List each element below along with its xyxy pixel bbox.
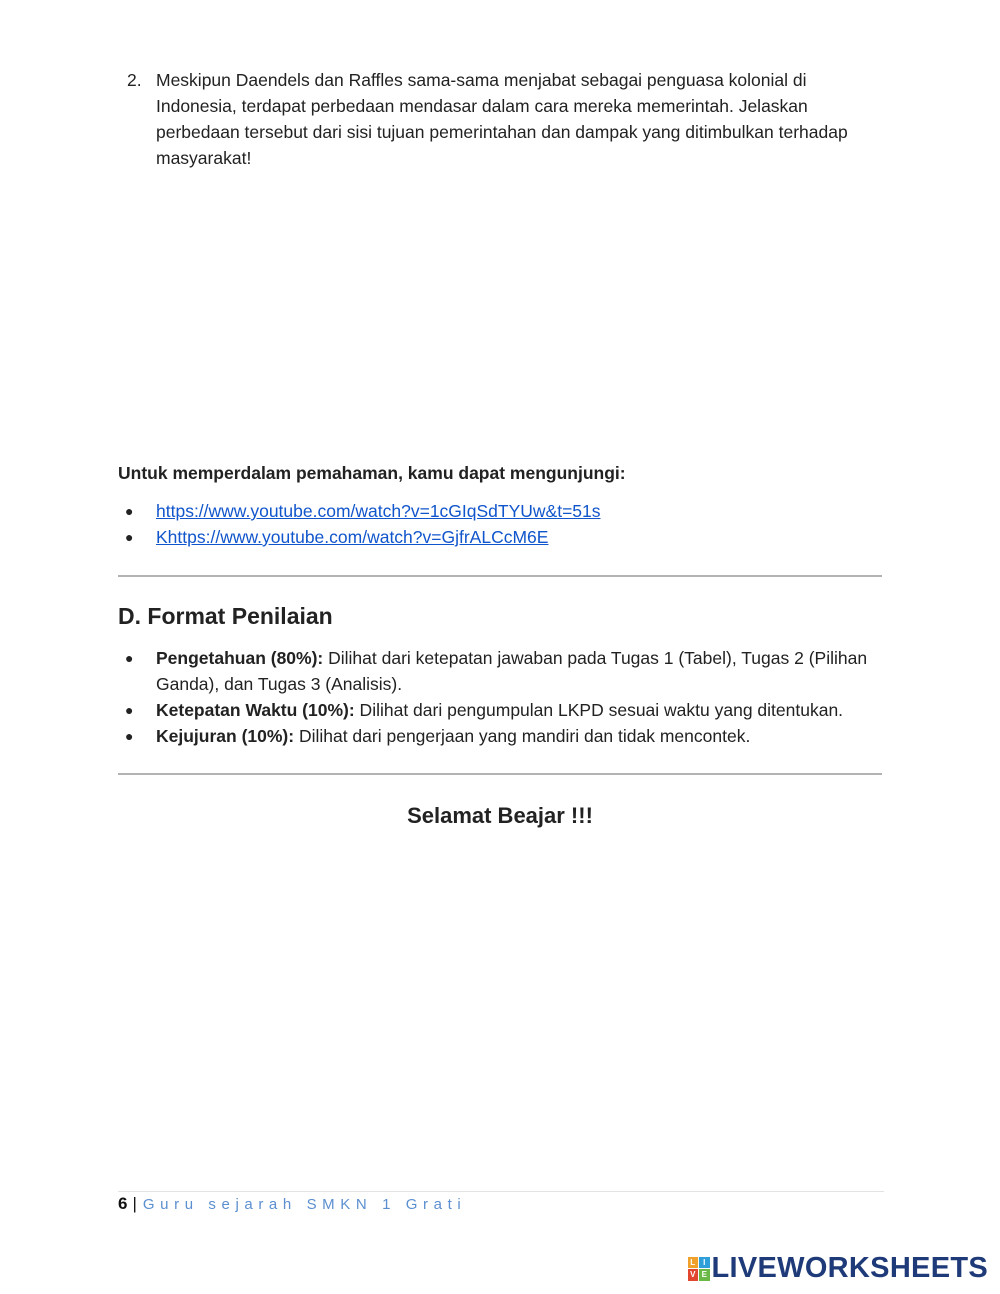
resource-link-1[interactable]: https://www.youtube.com/watch?v=1cGIqSdTYUw&t=51s xyxy=(156,501,601,521)
criterion-text: Dilihat dari pengumpulan LKPD sesuai waktu yang ditentukan. xyxy=(354,700,844,720)
logo-letter: V xyxy=(688,1269,699,1281)
section-divider xyxy=(118,575,882,577)
list-item xyxy=(118,498,601,524)
criterion-text: Dilihat dari ketepatan jawaban pada Tugas 1 (Tabel), Tugas 2 (Pilihan Ganda), dan Tugas 3 (Analisis). xyxy=(156,648,868,694)
question-number: 2. xyxy=(127,70,142,90)
page-footer xyxy=(118,1194,466,1214)
logo-letter: I xyxy=(699,1257,710,1269)
question-item xyxy=(118,67,878,171)
criterion-label: Kejujuran (10%): xyxy=(156,726,295,746)
assessment-criteria-list xyxy=(118,645,888,749)
page-number: 6 xyxy=(118,1194,128,1213)
footer-org: Guru sejarah SMKN 1 Grati xyxy=(142,1195,467,1213)
resources-heading: Untuk memperdalam pemahaman, kamu dapat mengunjungi: xyxy=(118,463,626,483)
list-item xyxy=(118,697,888,723)
resource-links-list xyxy=(118,498,601,550)
resource-link-2[interactable]: Khttps://www.youtube.com/watch?v=GjfrALCcM6E xyxy=(156,527,549,547)
brand-text: LIVEWORKSHEETS xyxy=(711,1252,988,1284)
section-divider xyxy=(118,773,882,775)
section-title: D. Format Penilaian xyxy=(118,603,333,629)
logo-letter: E xyxy=(699,1269,710,1281)
bullet-icon: ● xyxy=(125,650,134,666)
closing-message: Selamat Beajar !!! xyxy=(407,803,593,828)
liveworksheets-logo-icon xyxy=(688,1257,710,1281)
liveworksheets-brand xyxy=(688,1252,989,1285)
footer-divider xyxy=(118,1191,884,1192)
logo-letter: L xyxy=(688,1257,699,1269)
bullet-icon: ● xyxy=(125,503,134,519)
list-item xyxy=(118,723,888,749)
bullet-icon: ● xyxy=(125,728,134,744)
bullet-icon: ● xyxy=(125,529,134,545)
question-text: Meskipun Daendels dan Raffles sama-sama menjabat sebagai penguasa kolonial di Indonesia, terdapat perbedaan mendasar dalam cara mereka memerintah. Jelaskan perbedaan tersebut dari sisi tujuan pemerintahan dan dampak yang ditimbulkan terhadap masyarakat! xyxy=(156,70,848,168)
criterion-text: Dilihat dari pengerjaan yang mandiri dan tidak mencontek. xyxy=(294,726,751,746)
list-item xyxy=(118,645,888,697)
bullet-icon: ● xyxy=(125,702,134,718)
footer-separator: | xyxy=(132,1194,137,1213)
list-item xyxy=(118,524,601,550)
criterion-label: Ketepatan Waktu (10%): xyxy=(156,700,355,720)
criterion-label: Pengetahuan (80%): xyxy=(156,648,324,668)
